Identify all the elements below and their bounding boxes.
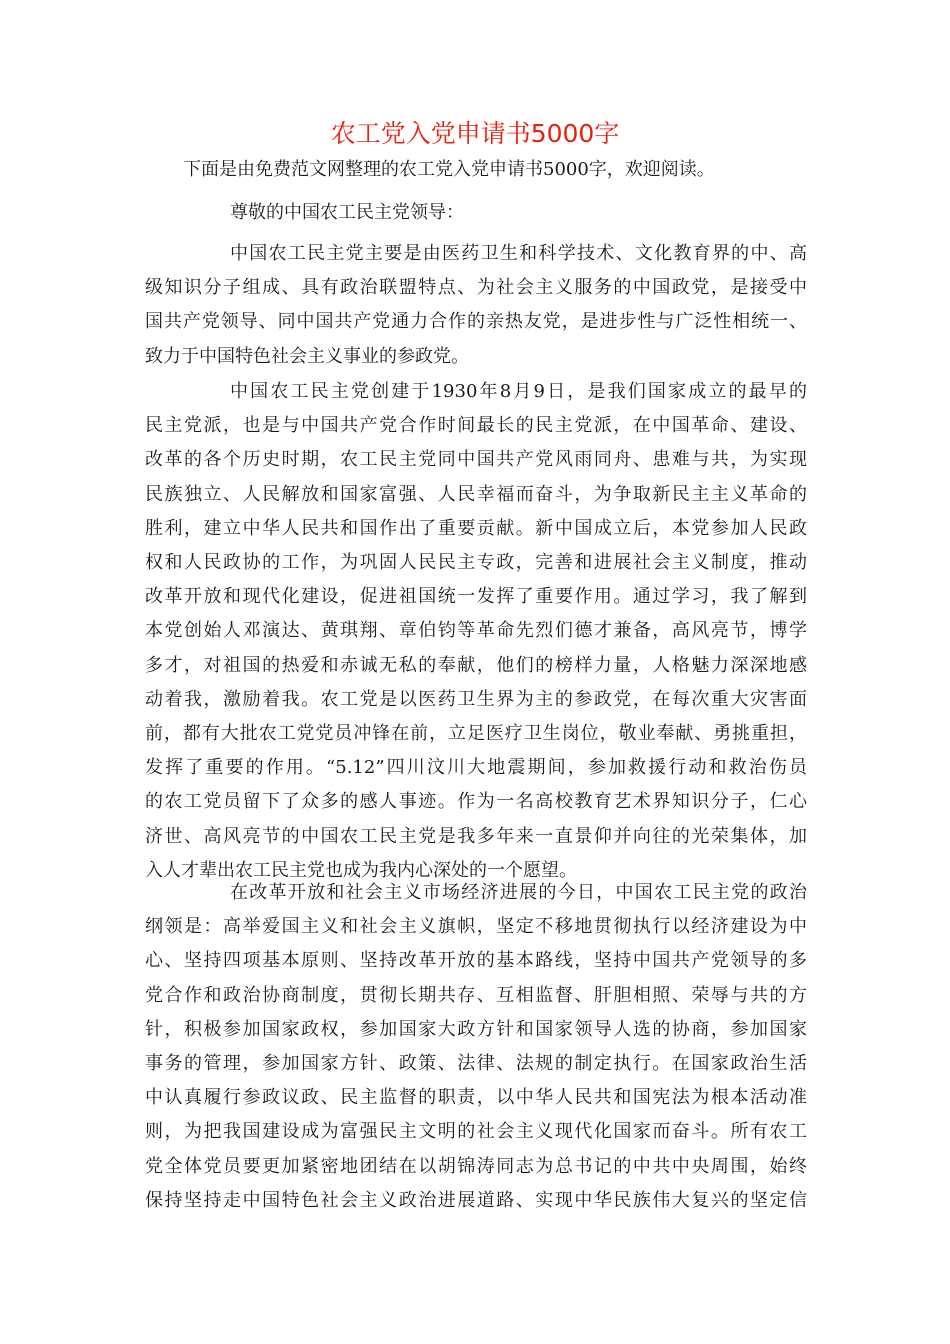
intro-text: 下面是由免费范文网整理的农工党入党申请书5000字，欢迎阅读。 bbox=[183, 159, 715, 180]
paragraph-line: 在改革开放和社会主义市场经济进展的今日，中国农工民主党的政治 bbox=[230, 882, 807, 903]
paragraph-line: 中国农工民主党创建于1930年8月9日，是我们国家成立的最早的 bbox=[230, 381, 807, 402]
paragraph-line: 中国农工民主党主要是由医药卫生和科学技术、文化教育界的中、高 bbox=[230, 243, 807, 264]
paragraph-line: 心、坚持四项基本原则、坚持改革开放的基本路线，坚持中国共产党领导的多 bbox=[145, 950, 807, 972]
paragraph-line: 事务的管理，参加国家方针、政策、法律、法规的制定执行。在国家政治生活 bbox=[145, 1053, 807, 1075]
paragraph-line: 改革的各个历史时期，农工民主党同中国共产党风雨同舟、患难与共，为实现 bbox=[145, 449, 807, 471]
paragraph-line: 纲领是：高举爱国主义和社会主义旗帜，坚定不移地贯彻执行以经济建设为中 bbox=[145, 916, 807, 938]
paragraph-line: 发挥了重要的作用。“5.12”四川汶川大地震期间，参加救援行动和救治伤员 bbox=[145, 757, 807, 779]
paragraph-line: 入人才辈出农工民主党也成为我内心深处的一个愿望。 bbox=[145, 859, 577, 881]
paragraph-line: 改革开放和现代化建设，促进祖国统一发挥了重要作用。通过学习，我了解到 bbox=[145, 586, 807, 608]
paragraph-line: 针，积极参加国家政权，参加国家大政方针和国家领导人选的协商，参加国家 bbox=[145, 1018, 807, 1040]
paragraph-line: 中认真履行参政议政、民主监督的职责，以中华人民共和国宪法为根本活动准 bbox=[145, 1087, 807, 1109]
paragraph-line: 则，为把我国建设成为富强民主文明的社会主义现代化国家而奋斗。所有农工 bbox=[145, 1121, 807, 1143]
paragraph-1 bbox=[145, 237, 807, 374]
paragraph-line: 党全体党员要更加紧密地团结在以胡锦涛同志为总书记的中共中央周围，始终 bbox=[145, 1155, 807, 1177]
paragraph-2 bbox=[145, 375, 807, 888]
paragraph-line: 多才，对祖国的热爱和赤诚无私的奉献，他们的榜样力量，人格魅力深深地感 bbox=[145, 654, 807, 676]
paragraph-line: 动着我，激励着我。农工党是以医药卫生界为主的参政党，在每次重大灾害面 bbox=[145, 688, 807, 710]
paragraph-line: 前，都有大批农工党党员冲锋在前，立足医疗卫生岗位，敬业奉献、勇挑重担， bbox=[145, 723, 807, 745]
paragraph-line: 民主党派，也是与中国共产党合作时间最长的民主党派，在中国革命、建设、 bbox=[145, 415, 807, 437]
paragraph-line: 权和人民政协的工作，为巩固人民民主专政，完善和进展社会主义制度，推动 bbox=[145, 552, 807, 574]
paragraph-line: 胜利，建立中华人民共和国作出了重要贡献。新中国成立后，本党参加人民政 bbox=[145, 517, 807, 539]
paragraph-line: 济世、高风亮节的中国农工民主党是我多年来一直景仰并向往的光荣集体，加 bbox=[145, 825, 807, 847]
document-title: 农工党入党申请书5000字 bbox=[330, 119, 620, 148]
paragraph-line: 的农工党员留下了众多的感人事迹。作为一名高校教育艺术界知识分子，仁心 bbox=[145, 791, 807, 813]
paragraph-line: 国共产党领导、同中国共产党通力合作的亲热友党，是进步性与广泛性相统一、 bbox=[145, 311, 807, 333]
paragraph-line: 级知识分子组成、具有政治联盟特点、为社会主义服务的中国政党，是接受中 bbox=[145, 277, 807, 299]
paragraph-3 bbox=[145, 876, 807, 1218]
salutation: 尊敬的中国农工民主党领导： bbox=[230, 202, 464, 223]
paragraph-line: 本党创始人邓演达、黄琪翔、章伯钧等革命先烈们德才兼备，高风亮节，博学 bbox=[145, 620, 807, 642]
paragraph-line: 民族独立、人民解放和国家富强、人民幸福而奋斗，为争取新民主主义革命的 bbox=[145, 483, 807, 505]
paragraph-line: 党合作和政治协商制度，贯彻长期共存、互相监督、肝胆相照、荣辱与共的方 bbox=[145, 984, 807, 1006]
paragraph-line: 致力于中国特色社会主义事业的参政党。 bbox=[145, 345, 469, 367]
paragraph-line: 保持坚持走中国特色社会主义政治进展道路、实现中华民族伟大复兴的坚定信 bbox=[145, 1189, 807, 1211]
